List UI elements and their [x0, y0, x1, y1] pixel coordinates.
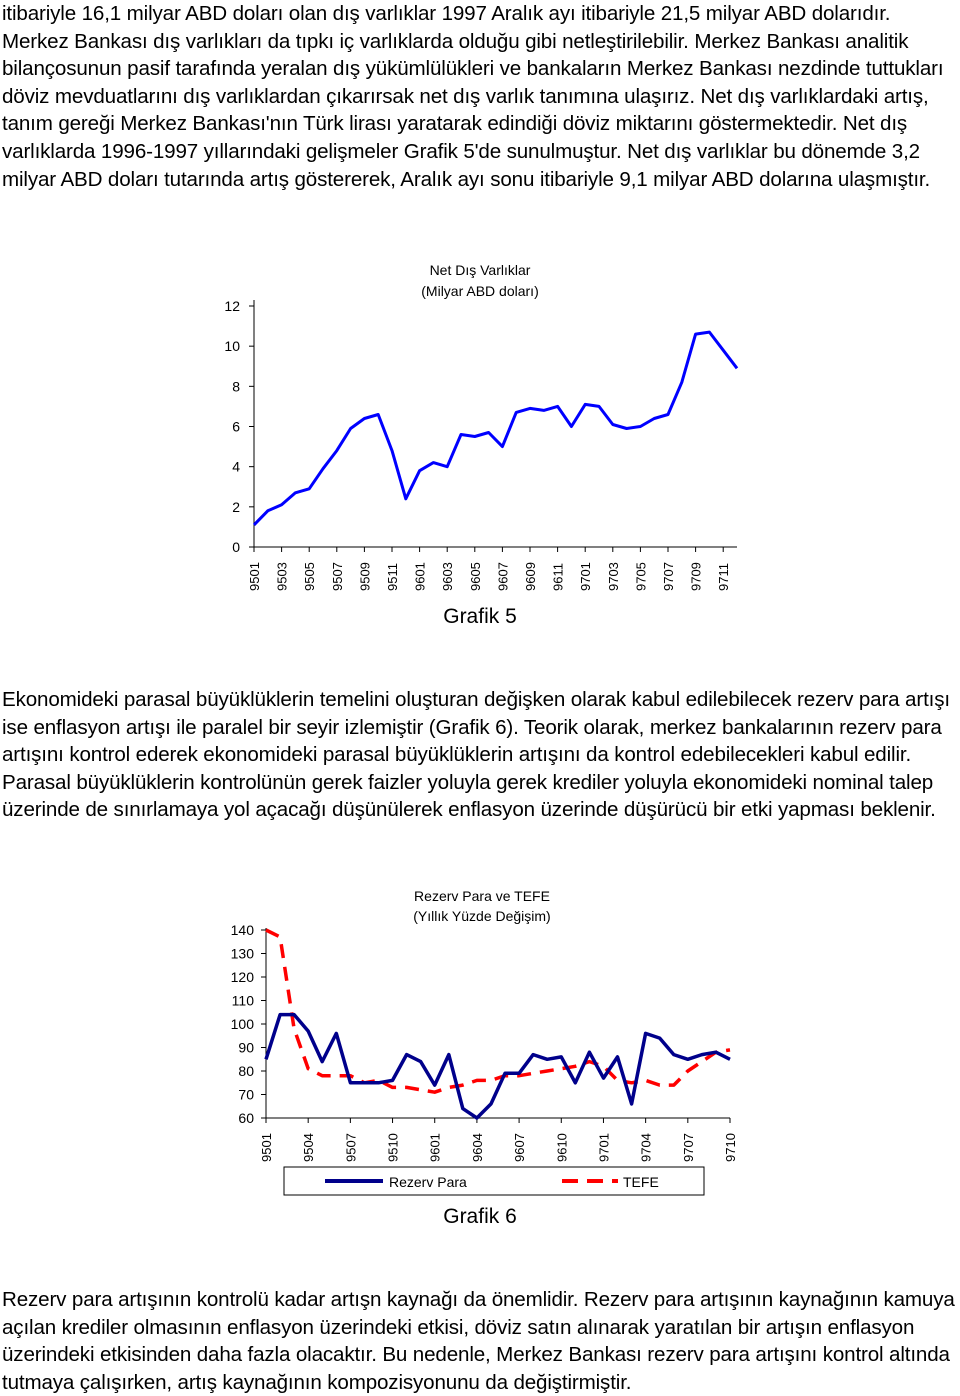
y-tick-label: 12	[224, 298, 240, 314]
x-tick-label: 9607	[512, 1133, 528, 1162]
x-tick-label: 9707	[680, 1133, 696, 1162]
paragraph-net-dis-varliklar: itibariyle 16,1 milyar ABD doları olan dış varlıklar 1997 Aralık ayı itibariyle 21,5 milyar ABD dolarıdır. Merkez Bankası dış varlıkları da tıpkı iç varlıklarda olduğu gibi netleştirilebilir. Merkez Bankası analitik bilançosunun pasif tarafında yeralan dış yükümlülükleri ve bankaların Merkez Bankası nezdinde tuttukları döviz mevduatlarını dış varlıklardan çıkarırsak net dış varlık tanımına ulaşırız. Net dış varlıklardaki artış, tanım gereği Merkez Bankası'nın Türk lirası yaratarak edindiği döviz miktarını göstermektedir. Net dış varlıklarda 1996-1997 yıllarındaki gelişmeler Grafik 5'de sunulmuştur. Net dış varlıklar bu dönemde 3,2 milyar ABD doları tutarında artış göstererek, Aralık ayı sonu itibariyle 9,1 milyar ABD dolarına ulaşmıştır.	[2, 2, 944, 191]
x-tick-label: 9601	[427, 1133, 443, 1162]
y-tick-label: 130	[230, 945, 254, 962]
x-tick-label: 9505	[302, 562, 318, 591]
legend-label-tefe: TEFE	[623, 1174, 659, 1190]
x-tick-label: 9507	[343, 1133, 359, 1162]
x-tick-label: 9509	[357, 562, 373, 591]
y-tick-label: 2	[232, 498, 240, 515]
legend-label-rezerv-para: Rezerv Para	[389, 1174, 467, 1190]
series-line-rezerv-para	[266, 1015, 730, 1118]
y-tick-label: 0	[232, 539, 240, 555]
y-tick-label: 8	[232, 378, 240, 395]
x-tick-label: 9610	[554, 1133, 570, 1162]
y-tick-label: 140	[230, 922, 254, 938]
net-dis-varliklar-chart	[0, 258, 960, 603]
x-tick-label: 9707	[661, 562, 676, 591]
x-tick-label: 9601	[412, 562, 428, 591]
y-tick-label: 10	[224, 338, 240, 355]
x-tick-label: 9604	[469, 1133, 485, 1162]
x-tick-label: 9609	[523, 562, 538, 591]
x-tick-label: 9703	[605, 562, 621, 591]
y-tick-label: 60	[238, 1110, 254, 1126]
x-tick-label: 9507	[329, 562, 345, 591]
series-line	[254, 332, 737, 525]
x-tick-label: 9709	[688, 562, 704, 591]
y-tick-label: 90	[238, 1039, 254, 1056]
x-tick-label: 9605	[467, 562, 483, 591]
paragraph-rezerv-para-kaynak: Rezerv para artışının kontrolü kadar artışn kaynağı da önemlidir. Rezerv para artışının kaynağının kamuya açılan krediler olmasının enflasyon üzerindeki etkisi, döviz satın alınarak yaratılan bir artışın enflasyon üzerindeki etkisinden daha fazla olacaktır. Bu nedenle, Merkez Bankası rezerv para artışını kontrol altında tutmaya çalışırken, artış kaynağının kompozisyonunu da değiştirmiştir.	[2, 1288, 955, 1394]
y-tick-label: 70	[238, 1086, 254, 1103]
x-tick-label: 9701	[596, 1133, 612, 1162]
chart-legend	[284, 1167, 704, 1195]
x-tick-label: 9503	[274, 562, 290, 591]
x-tick-label: 9511	[385, 563, 400, 591]
rezerv-para-tefe-chart	[0, 880, 960, 1200]
x-tick-label: 9705	[633, 562, 649, 591]
x-tick-label: 9501	[247, 562, 262, 591]
x-tick-label: 9504	[301, 1133, 317, 1162]
x-tick-label: 9510	[385, 1133, 401, 1162]
x-tick-label: 9607	[495, 562, 511, 591]
x-tick-label: 9710	[723, 1133, 738, 1162]
y-tick-label: 80	[238, 1063, 254, 1079]
x-tick-label: 9603	[440, 562, 456, 591]
x-tick-label: 9701	[578, 562, 594, 591]
y-tick-label: 6	[232, 418, 240, 435]
x-tick-label: 9611	[550, 563, 566, 591]
y-tick-label: 100	[230, 1016, 254, 1032]
paragraph-rezerv-para: Ekonomideki parasal büyüklüklerin temelini oluşturan değişken olarak kabul edilebilecek rezerv para artışı ise enflasyon artışı ile paralel bir seyir izlemiştir (Grafik 6). Teorik olarak, merkez bankalarının rezerv para artışını kontrol ederek ekonomideki parasal büyüklüklerin artışını da kontrol edebilecekleri kabul edilir. Parasal büyüklüklerin kontrolünün gerek faizler yoluyla gerek krediler yoluyla ekonomideki nominal talep üzerinde de sınırlamaya yol açacağı düşünülerek enflasyon üzerinde düşürücü bir etki yapması beklenir.	[2, 688, 950, 822]
x-tick-label: 9711	[716, 563, 732, 591]
y-tick-label: 4	[232, 458, 240, 475]
figure-caption-6: Grafik 6	[443, 1205, 517, 1228]
y-tick-label: 110	[231, 992, 254, 1009]
chart-subtitle: (Yıllık Yüzde Değişim)	[413, 908, 551, 924]
chart-title: Rezerv Para ve TEFE	[414, 888, 550, 904]
chart-subtitle: (Milyar ABD doları)	[421, 283, 539, 299]
figure-caption-5: Grafik 5	[443, 605, 517, 628]
x-tick-label: 9501	[259, 1133, 274, 1162]
y-tick-label: 120	[230, 969, 254, 985]
x-tick-label: 9704	[638, 1133, 654, 1162]
series-line-tefe	[266, 930, 730, 1092]
chart-title: Net Dış Varlıklar	[429, 262, 531, 278]
